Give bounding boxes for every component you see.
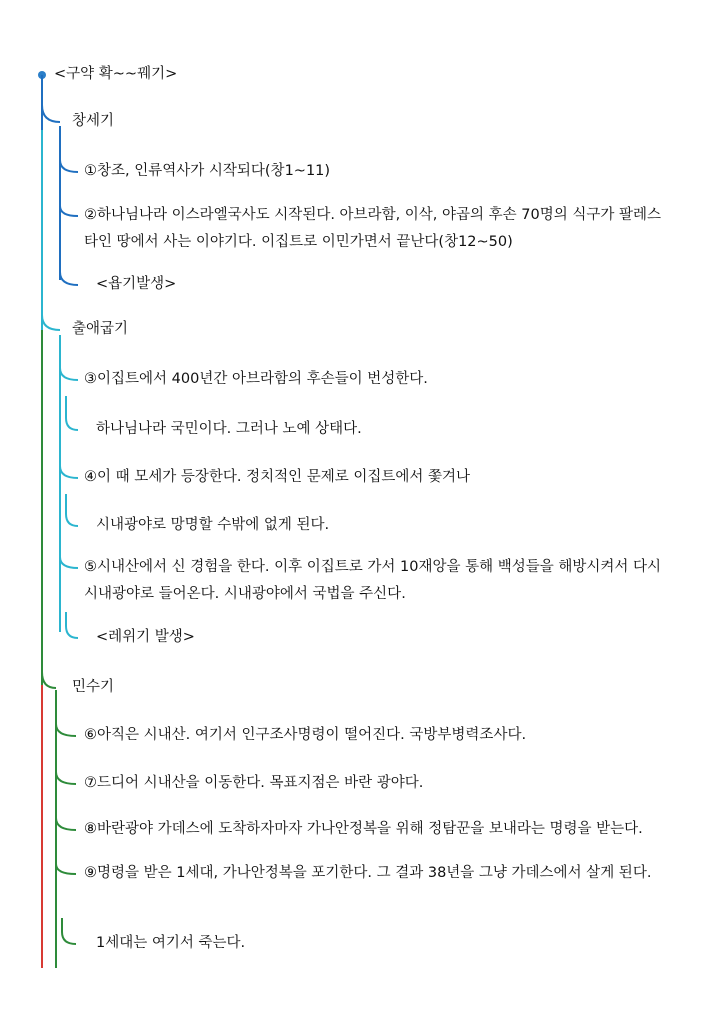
list-item: ⑤시내산에서 신 경험을 한다. 이후 이집트로 가서 10재앙을 통해 백성들을 해방시켜서 다시 시내광야로 들어온다. 시내광야에서 국법을 주신다. [84, 559, 662, 602]
list-item: ③이집트에서 400년간 아브라함의 후손들이 번성한다. [84, 371, 428, 387]
branch-s2-item1 [60, 368, 78, 380]
list-item: <레위기 발생> [96, 629, 195, 645]
list-item: ⑧바란광야 가데스에 도착하자마자 가나안정복을 위해 정탐꾼을 보내라는 명령을 받는다. [84, 821, 643, 837]
list-item: <욥기발생> [96, 276, 177, 292]
list-item: 하나님나라 국민이다. 그러나 노예 상태다. [96, 421, 362, 437]
root-title: <구약 확~~꿰기> [54, 66, 178, 82]
list-item: 1세대는 여기서 죽는다. [96, 935, 246, 951]
list-item: ①창조, 인류역사가 시작되다(창1~11) [84, 163, 331, 179]
section-title-exodus: 출애굽기 [72, 321, 129, 337]
branch-section1 [42, 105, 60, 122]
branch-s3-item5 [62, 918, 76, 944]
branch-s3-item2 [56, 772, 76, 784]
branch-s2-item5 [60, 557, 78, 568]
branch-s2-item6 [66, 612, 78, 638]
branch-s1-item2 [60, 206, 78, 216]
list-item: ⑦드디어 시내산을 이동한다. 목표지점은 바란 광야다. [84, 775, 424, 791]
branch-s3-item4 [56, 864, 76, 874]
section-title-genesis: 창세기 [72, 113, 115, 129]
branch-s3-item3 [56, 818, 76, 830]
list-item: 시내광야로 망명할 수밖에 없게 된다. [96, 517, 330, 533]
branch-s3-item1 [56, 724, 76, 736]
branch-s2-item3 [60, 466, 78, 478]
section-title-numbers: 민수기 [72, 679, 115, 695]
list-item: ⑥아직은 시내산. 여기서 인구조사명령이 떨어진다. 국방부병력조사다. [84, 727, 527, 743]
branch-s2-item2 [66, 396, 78, 430]
branch-s1-item1 [60, 160, 78, 172]
branch-section2 [42, 315, 60, 330]
list-item: ⑨명령을 받은 1세대, 가나안정복을 포기한다. 그 결과 38년을 그냥 가데스에서 살게 된다. [84, 865, 652, 881]
list-item: ④이 때 모세가 등장한다. 정치적인 문제로 이집트에서 쫓겨나 [84, 469, 471, 485]
branch-section3 [42, 672, 56, 688]
branch-s2-item4 [66, 494, 78, 526]
branch-s1-item3 [60, 272, 78, 285]
list-item: ②하나님나라 이스라엘국사도 시작된다. 아브라함, 이삭, 야곱의 후손 70명의 식구가 팔레스타인 땅에서 사는 이야기다. 이집트로 이민가면서 끝난다(창12~50) [84, 207, 662, 250]
